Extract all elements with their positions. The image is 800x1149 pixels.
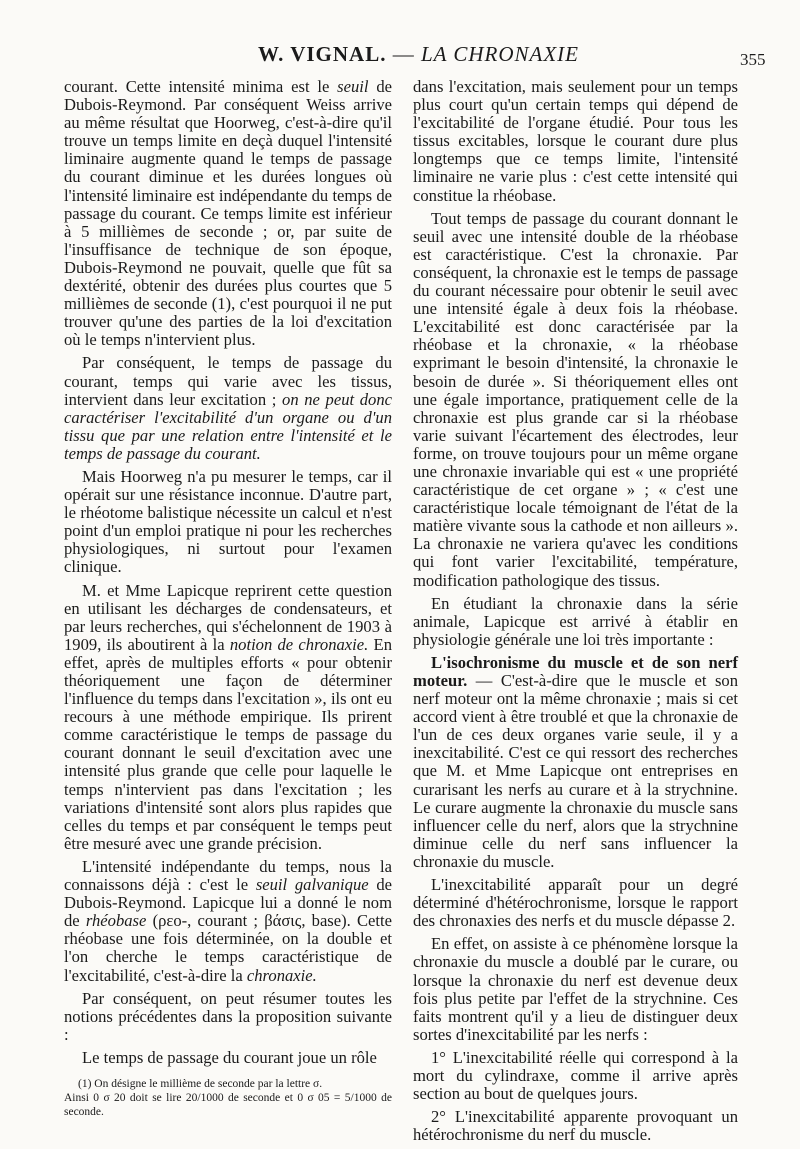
- paragraph: L'intensité indépendante du temps, nous la connaissons déjà : c'est le seuil galvanique de Dubois-Reymond. Lapicque lui a donné le nom de rhéobase (ρεο-, courant ; βάσις, base). Cette rhéobase une fois déterminée, on la double et l'on cherche le temps caractéristique de l'excitabilité, c'est-à-dire la chronaxie.: [64, 856, 392, 985]
- title-separator: —: [386, 42, 421, 66]
- right-column: [413, 78, 738, 1149]
- running-header: [0, 42, 800, 72]
- paragraph: dans l'excitation, mais seulement pour un temps plus court qu'un certain temps qui dépend de l'excitabilité de l'organe étudié. Pour tous les tissus excitables, lorsque le courant dure plus longtemps que ce temps limite, l'intensité liminaire ne varie plus : c'est cette intensité qui constitue la rhéobase.: [413, 77, 738, 205]
- left-column: [64, 78, 392, 1119]
- paragraph: 1° L'inexcitabilité réelle qui correspond à la mort du cylindraxe, comme il arrive après section au bout de quelques jours.: [413, 1047, 738, 1104]
- paragraph: En effet, on assiste à ce phénomène lorsque la chronaxie du muscle a doublé par le curare, ou lorsque la chronaxie du nerf est devenue deux fois plus petite par l'effet de la strychnine. Ces faits montrent qu'il y a lieu de distinguer deux sortes d'inexcitabilité par les nerfs :: [413, 934, 738, 1044]
- footnote: Ainsi 0 σ 20 doit se lire 20/1000 de seconde et 0 σ 05 = 5/1000 de seconde.: [64, 1091, 392, 1118]
- paragraph: Mais Hoorweg n'a pu mesurer le temps, car il opérait sur une résistance inconnue. D'autre part, le rhéotome balistique nécessite un calcul et n'est point d'un emploi pratique ni pour les recherches physiologiques, ni surtout pour l'examen clinique.: [64, 466, 392, 577]
- section-heading: L'isochronisme du muscle et de son nerf moteur.: [413, 652, 738, 690]
- paragraph: Par conséquent, on peut résumer toutes les notions précédentes dans la proposition suivante :: [64, 988, 392, 1044]
- page-number: 355: [740, 50, 766, 69]
- paragraph: Par conséquent, le temps de passage du courant, temps qui varie avec les tissus, intervient dans leur excitation ; on ne peut donc caractériser l'excitabilité d'un organe ou d'un tissu que par une relation entre l'intensité et le temps de passage du courant.: [64, 353, 392, 463]
- running-title: [258, 42, 579, 67]
- paragraph: L'isochronisme du muscle et de son nerf moteur. — C'est-à-dire que le muscle et son nerf moteur ont la même chronaxie ; mais si cet accord vient à être troublé et que la chronaxie de l'un de ces deux organes varie seule, il y a inexcitabilité. C'est ce qui ressort des recherches que M. et Mme Lapicque ont entreprises en curarisant les nerfs au curare et à la strychnine. Le curare augmente la chronaxie du muscle sans influencer celle du nerf, alors que la strychnine diminue celle du nerf sans influencer la chronaxie du muscle.: [413, 652, 738, 871]
- paragraph: courant. Cette intensité minima est le seuil de Dubois-Reymond. Par conséquent Weiss arrive au même résultat que Hoorweg, c'est-à-dire qu'il trouve un temps limite en deçà duquel l'intensité liminaire augmente quand le temps de passage du courant diminue et les durées longues où l'intensité liminaire est indépendante du temps de passage du courant. Ce temps limite est inférieur à 5 millièmes de seconde ; or, par suite de l'insuffisance de technique de son époque, Dubois-Reymond ne pouvait, quelle que fût sa dextérité, obtenir des durées plus courtes que 5 millièmes de seconde (1), c'est pourquoi il ne put trouver qu'une des parties de la loi d'excitation où le temps n'intervient plus.: [64, 77, 392, 350]
- paragraph: M. et Mme Lapicque reprirent cette question en utilisant les décharges de condensateurs, et par leurs recherches, qui s'échelonnent de 1903 à 1909, ils aboutirent à la notion de chronaxie. En effet, après de multiples efforts « pour obtenir théoriquement une façon de déterminer l'influence du temps dans l'excitation », ils ont eu recours à une méthode empirique. Ils prirent comme caractéristique le temps de passage du courant donnant le seuil d'excitation avec une intensité plus grande que celle pour laquelle le temps n'intervient pas dans l'excitation ; les variations d'intensité sont alors plus rapides que celles du temps et par conséquent le temps peut être mesuré avec une grande précision.: [64, 580, 392, 853]
- work-title: LA CHRONAXIE: [420, 42, 579, 66]
- footnote: (1) On désigne le millième de seconde par la lettre σ.: [78, 1077, 323, 1090]
- author-name: W. VIGNAL.: [258, 42, 387, 66]
- paragraph: Le temps de passage du courant joue un rôle: [82, 1047, 377, 1067]
- paragraph: Tout temps de passage du courant donnant le seuil avec une intensité double de la rhéobase est caractéristique. C'est la chronaxie. Par conséquent, la chronaxie est le temps de passage du courant nécessaire pour obtenir le seuil avec une intensité égale à deux fois la rhéobase. L'excitabilité est donc caractérisée par la rhéobase et la chronaxie, « la rhéobase exprimant le besoin d'intensité, la chronaxie le besoin de durée ». Si théoriquement elles ont une égale importance, pratiquement celle de la chronaxie est plus grande car si la rhéobase varie suivant l'écartement des électrodes, leur forme, on trouve toujours pour un même organe une chronaxie invariable qui est « une propriété caractéristique de cet organe » ; « c'est une caractéristique locale témoignant de l'état de la matière vivante sous la cathode et non ailleurs ». La chronaxie ne variera qu'avec les conditions qui font varier l'excitabilité, température, modification pathologique des tissus.: [413, 208, 738, 590]
- paragraph: En étudiant la chronaxie dans la série animale, Lapicque est arrivé à établir en physiologie générale une loi très importante :: [413, 593, 738, 649]
- paragraph: L'inexcitabilité apparaît pour un degré déterminé d'hétérochronisme, lorsque le rapport des chronaxies des nerfs et du muscle dépasse 2.: [413, 875, 738, 931]
- footnotes: [64, 1077, 392, 1119]
- paragraph: 2° L'inexcitabilité apparente provoquant un hétérochronisme du nerf du muscle.: [413, 1107, 738, 1145]
